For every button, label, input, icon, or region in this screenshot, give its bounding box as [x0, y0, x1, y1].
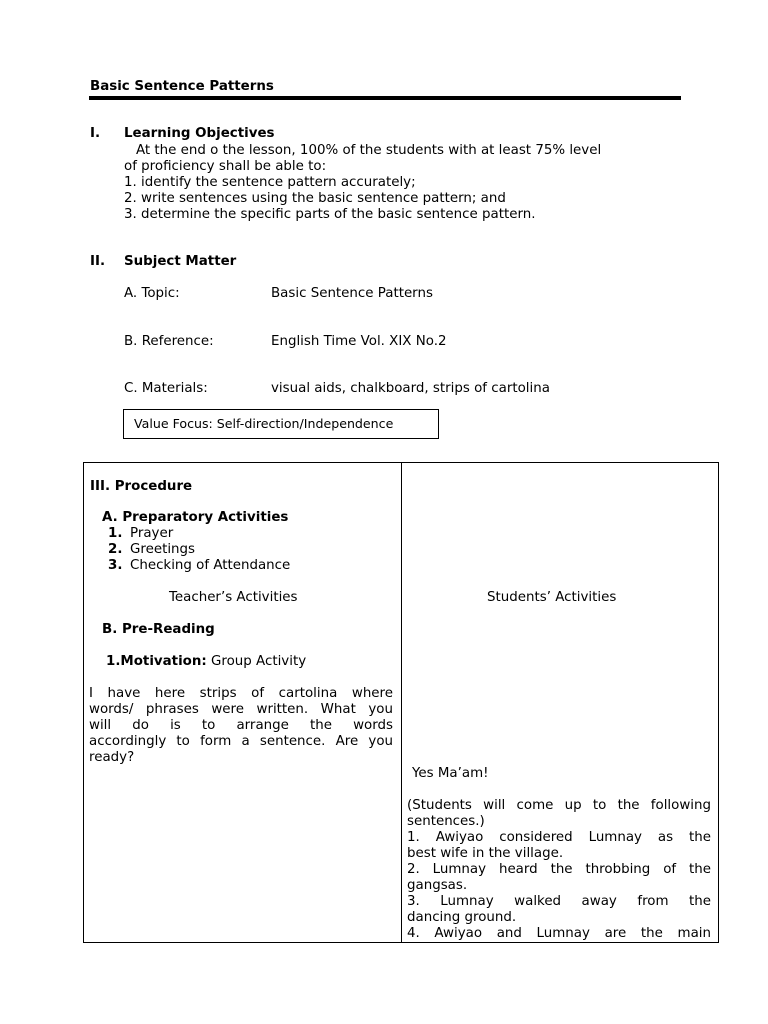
student-line: dancing ground. — [407, 910, 517, 925]
section-heading-objectives: Learning Objectives — [124, 126, 275, 141]
student-line: 3. Lumnay walked away from the — [407, 894, 711, 909]
subject-value-reference: English Time Vol. XIX No.2 — [271, 334, 447, 349]
student-line: gangsas. — [407, 878, 468, 893]
teacher-instruction-line: I have here strips of cartolina where — [89, 686, 393, 701]
motivation-line — [106, 654, 306, 670]
motivation-label: 1.Motivation: — [106, 654, 207, 669]
student-line: 1. Awiyao considered Lumnay as the — [407, 830, 711, 845]
student-sentences — [407, 798, 711, 942]
objective-item: 2. write sentences using the basic sentence pattern; and — [124, 191, 506, 206]
prep-item-text: Prayer — [130, 526, 174, 541]
value-focus-box — [123, 409, 439, 439]
teacher-instruction-line: accordingly to form a sentence. Are you — [89, 734, 393, 749]
prep-item-text: Greetings — [130, 542, 195, 557]
teacher-instruction-line: ready? — [89, 750, 135, 765]
objectives-intro-line2: of proficiency shall be able to: — [124, 159, 327, 174]
student-line: sentences.) — [407, 814, 485, 829]
document-title: Basic Sentence Patterns — [90, 79, 274, 94]
objective-item: 1. identify the sentence pattern accurately; — [124, 175, 416, 190]
prep-item-number: 3. — [108, 558, 123, 573]
student-reply: Yes Ma’am! — [412, 766, 489, 781]
preparatory-heading: A. Preparatory Activities — [102, 510, 289, 525]
prep-item-number: 1. — [108, 526, 123, 541]
student-activities-header: Students’ Activities — [487, 590, 617, 605]
objectives-intro-line1: At the end o the lesson, 100% of the students with at least 75% level — [136, 143, 602, 158]
objective-item: 3. determine the specific parts of the basic sentence pattern. — [124, 207, 536, 222]
student-line: 4. Awiyao and Lumnay are the main — [407, 926, 711, 941]
prep-item-number: 2. — [108, 542, 123, 557]
subject-value-topic: Basic Sentence Patterns — [271, 286, 433, 301]
title-underline — [89, 96, 681, 100]
prep-item-text: Checking of Attendance — [130, 558, 291, 573]
student-line: 2. Lumnay heard the throbbing of the — [407, 862, 711, 877]
subject-label-materials: C. Materials: — [124, 381, 208, 396]
teacher-instruction-line: will do is to arrange the words — [89, 718, 393, 733]
motivation-text: Group Activity — [211, 654, 307, 669]
value-focus-text: Value Focus: Self-direction/Independence — [134, 416, 394, 431]
procedure-table-divider — [401, 462, 402, 943]
procedure-heading: III. Procedure — [90, 479, 193, 494]
pre-reading-heading: B. Pre-Reading — [102, 622, 215, 637]
subject-value-materials: visual aids, chalkboard, strips of cartolina — [271, 381, 550, 396]
student-line: best wife in the village. — [407, 846, 564, 861]
teacher-instruction-line: words/ phrases were written. What you — [89, 702, 393, 717]
section-heading-subject: Subject Matter — [124, 254, 237, 269]
subject-label-topic: A. Topic: — [124, 286, 180, 301]
teacher-instruction — [89, 686, 393, 766]
subject-label-reference: B. Reference: — [124, 334, 214, 349]
student-line: (Students will come up to the following — [407, 798, 711, 813]
section-numeral-subject: II. — [90, 254, 106, 269]
teacher-activities-header: Teacher’s Activities — [169, 590, 298, 605]
section-numeral-objectives: I. — [90, 126, 101, 141]
